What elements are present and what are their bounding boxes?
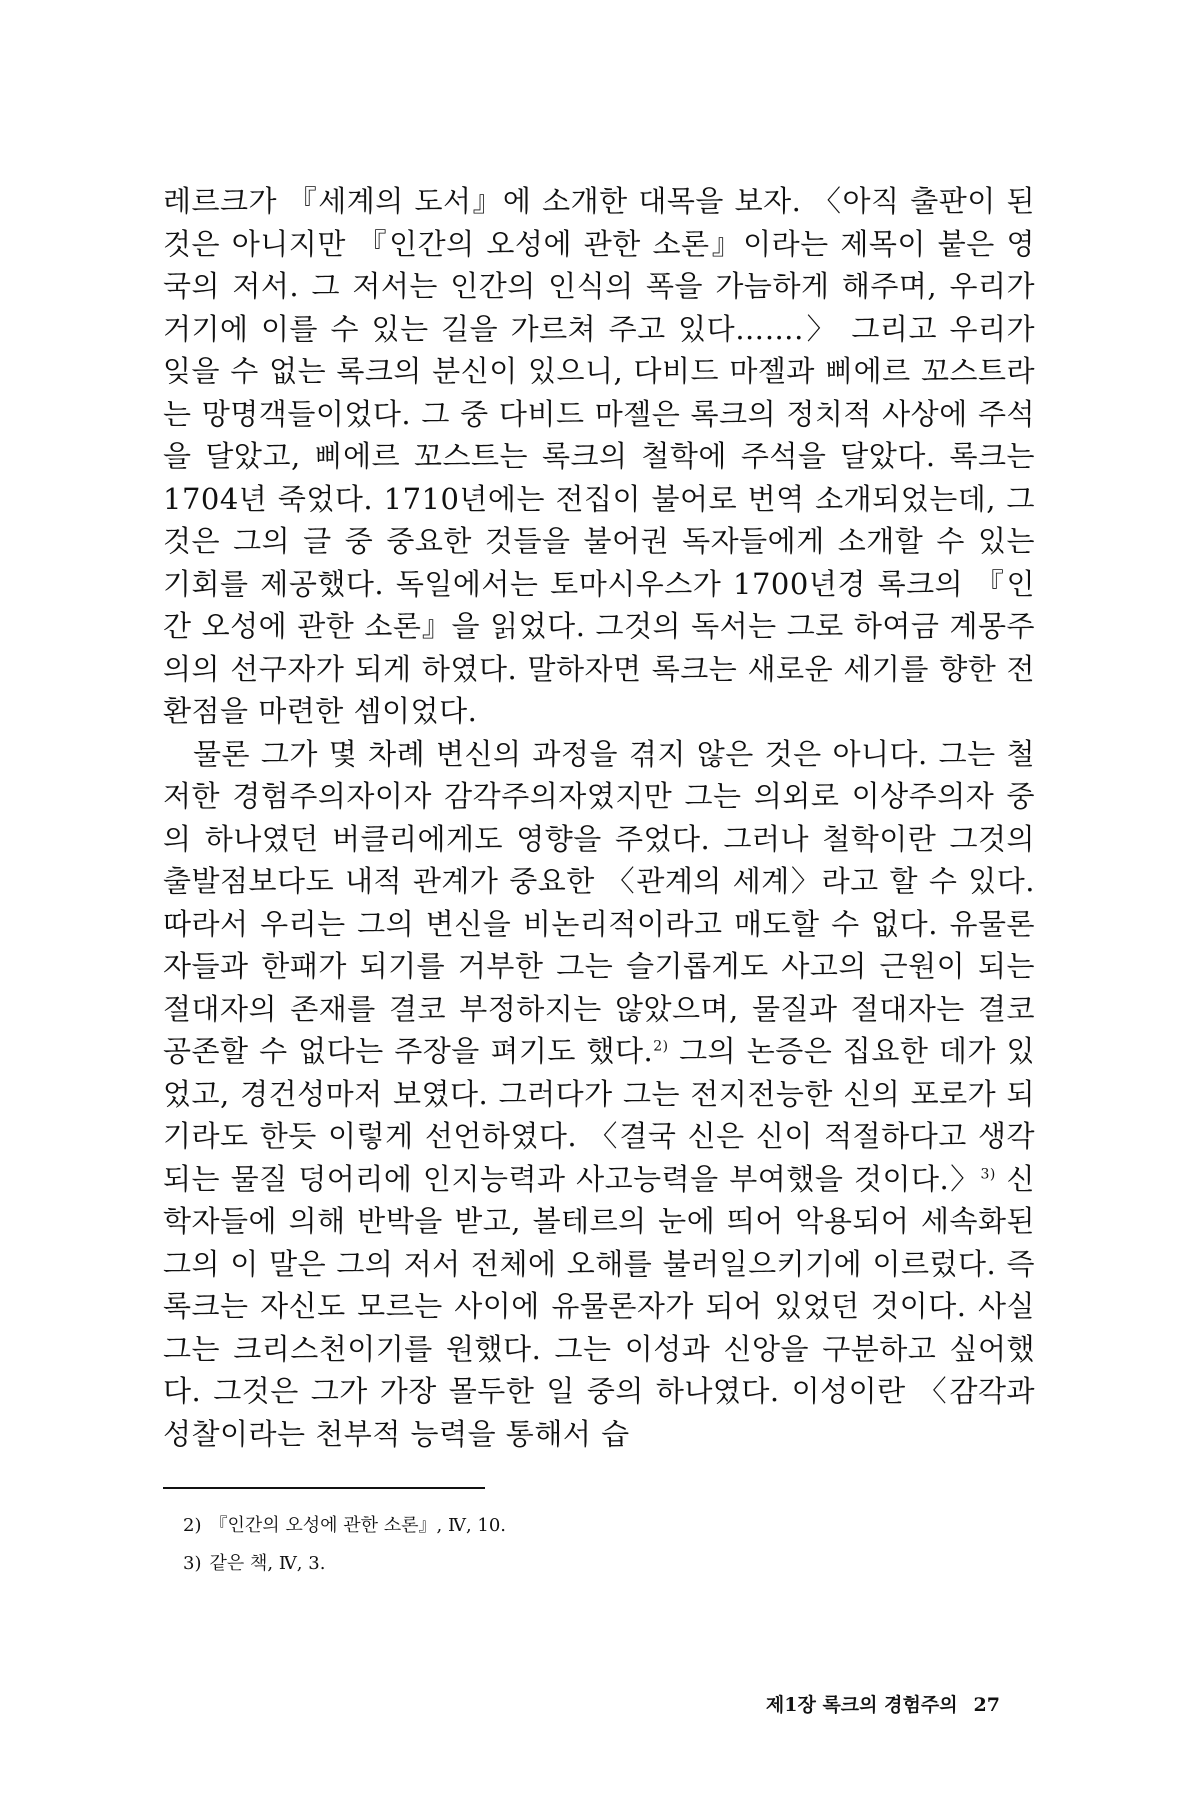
footnote-marker: 2): [183, 1515, 202, 1536]
running-footer: [766, 1690, 1000, 1717]
footnote-marker: 3): [183, 1553, 202, 1574]
page-number: 27: [973, 1694, 1000, 1716]
paragraph-2-text-b: 그의 논증은 집요한 데가 있었고, 경건성마저 보였다. 그러다가 그는 전지전능한 신의 포로가 되기라도 한듯 이렇게 선언하였다. 〈결국 신은 신이 적절하다고 생각되는 물질 덩어리에 인지능력과 사고능력을 부여했을 것이다.〉: [163, 1034, 1035, 1196]
paragraph-2: [163, 733, 1035, 1456]
paragraph-2-text-c: 신학자들에 의해 반박을 받고, 볼테르의 눈에 띄어 악용되어 세속화된 그의 이 말은 그의 저서 전체에 오해를 불러일으키기에 이르렀다. 즉 록크는 자신도 모르는 사이에 유물론자가 되어 있었던 것이다. 사실 그는 크리스천이기를 원했다. 그는 이성과 신앙을 구분하고 싶어했다. 그것은 그가 가장 몰두한 일 중의 하나였다. 이성이란 〈감각과 성찰이라는 천부적 능력을 통해서 습: [163, 1161, 1035, 1451]
footnote-ref-2: 2): [653, 1038, 669, 1055]
footnote-ref-3: 3): [980, 1165, 996, 1182]
paragraph-1: 레르크가 『세계의 도서』에 소개한 대목을 보자. 〈아직 출판이 된 것은 아니지만 『인간의 오성에 관한 소론』이라는 제목이 붙은 영국의 저서. 그 저서는 인간의 인식의 폭을 가늠하게 해주며, 우리가 거기에 이를 수 있는 길을 가르쳐 주고 있다…….〉 그리고 우리가 잊을 수 없는 록크의 분신이 있으니, 다비드 마젤과 삐에르 꼬스트라는 망명객들이었다. 그 중 다비드 마젤은 록크의 정치적 사상에 주석을 달았고, 삐에르 꼬스트는 록크의 철학에 주석을 달았다. 록크는 1704년 죽었다. 1710년에는 전집이 불어로 번역 소개되었는데, 그것은 그의 글 중 중요한 것들을 불어권 독자들에게 소개할 수 있는 기회를 제공했다. 독일에서는 토마시우스가 1700년경 록크의 『인간 오성에 관한 소론』을 읽었다. 그것의 독서는 그로 하여금 계몽주의의 선구자가 되게 하였다. 말하자면 록크는 새로운 세기를 향한 전환점을 마련한 셈이었다.: [163, 184, 1035, 728]
paragraph-2-text-a: 물론 그가 몇 차례 변신의 과정을 겪지 않은 것은 아니다. 그는 철저한 경험주의자이자 감각주의자였지만 그는 의외로 이상주의자 중의 하나였던 버클리에게도 영향을 주었다. 그러나 철학이란 그것의 출발점보다도 내적 관계가 중요한 〈관계의 세계〉라고 할 수 있다. 따라서 우리는 그의 변신을 비논리적이라고 매도할 수 없다. 유물론자들과 한패가 되기를 거부한 그는 슬기롭게도 사고의 근원이 되는 절대자의 존재를 결코 부정하지는 않았으며, 물질과 절대자는 결코 공존할 수 없다는 주장을 펴기도 했다.: [163, 736, 1035, 1068]
chapter-title: 제1장 록크의 경험주의: [765, 1694, 958, 1716]
footnote-item: [183, 1507, 983, 1545]
body-text: [163, 180, 1035, 1455]
footnote-item: [183, 1545, 983, 1583]
footnotes: [183, 1507, 983, 1583]
footnote-text: 『인간의 오성에 관한 소론』, Ⅳ, 10.: [209, 1515, 507, 1536]
footnote-divider: [163, 1487, 485, 1489]
footnote-text: 같은 책, Ⅳ, 3.: [209, 1553, 326, 1574]
